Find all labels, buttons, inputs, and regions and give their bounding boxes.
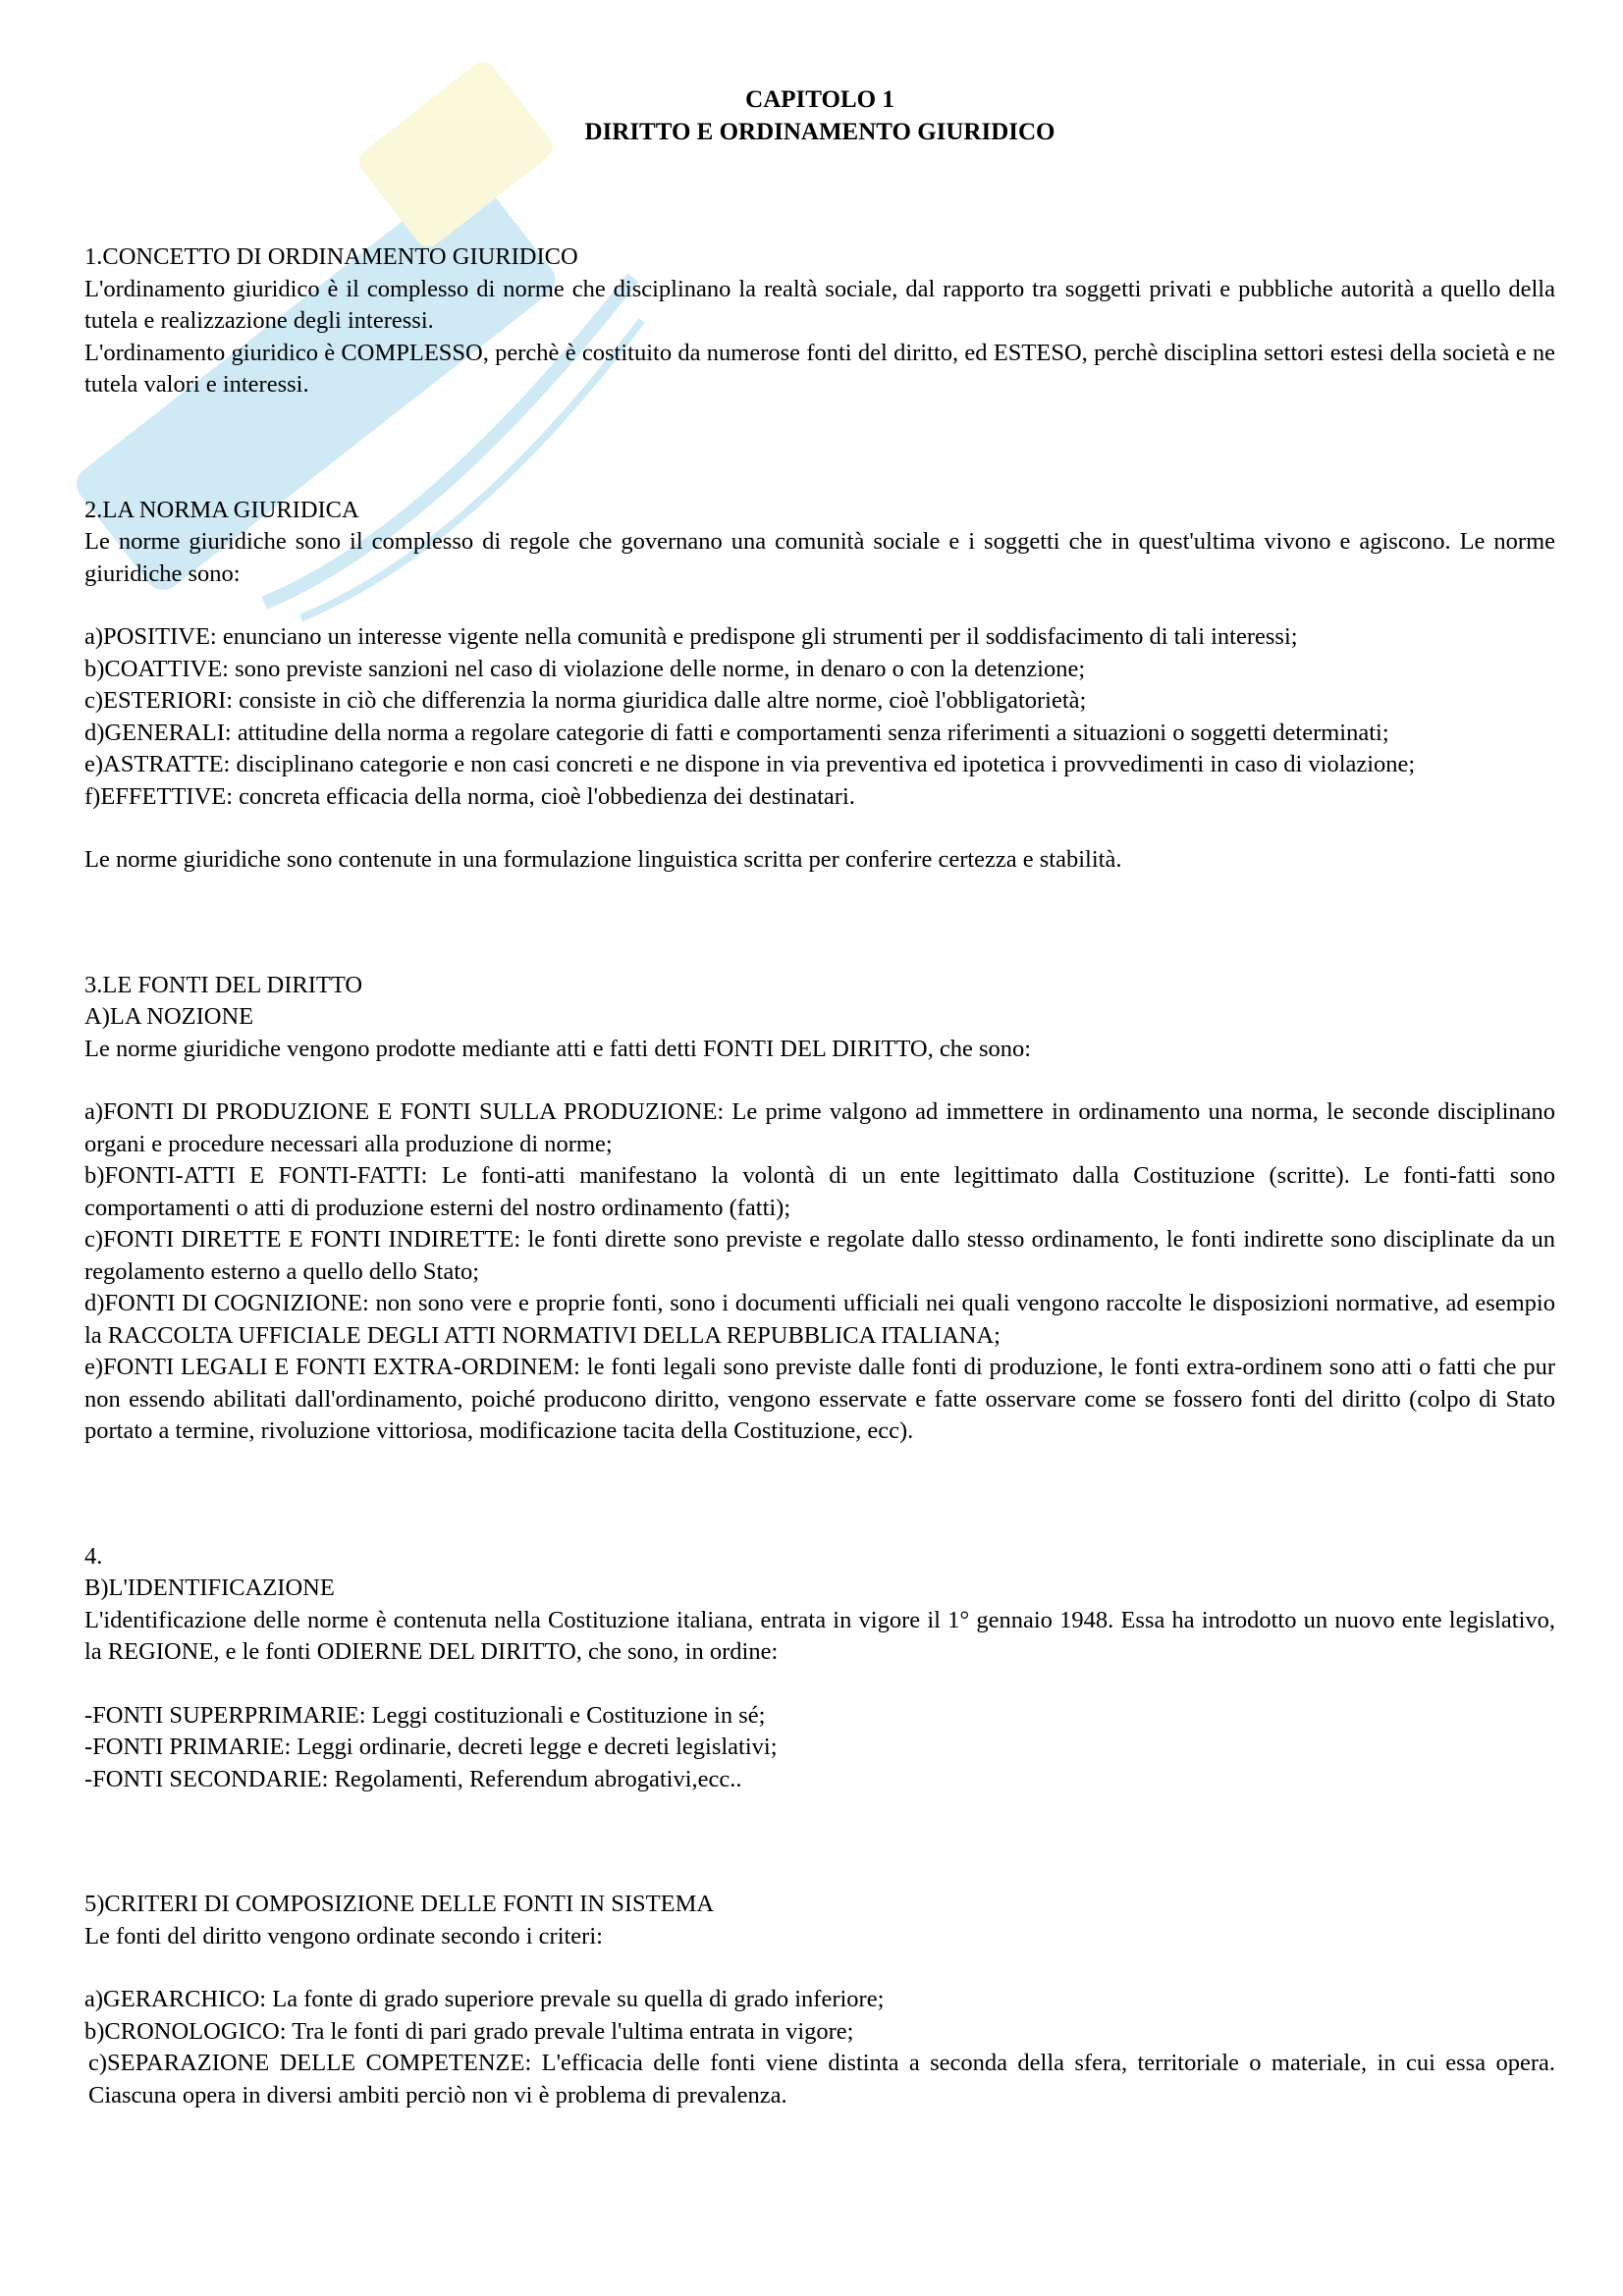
paragraph: Le norme giuridiche sono contenute in una formulazione linguistica scritta per conferire certezza e stabilità.	[84, 846, 1122, 873]
section-norma-giuridica	[84, 495, 1555, 877]
section-subheading: A)LA NOZIONE	[84, 1003, 254, 1030]
paragraph: Le fonti del diritto vengono ordinate secondo i criteri:	[84, 1922, 603, 1949]
list-item: a)POSITIVE: enunciano un interesse vigente nella comunità e predispone gli strumenti per il soddisfacimento di tali interessi;	[84, 623, 1298, 650]
list-item: -FONTI SUPERPRIMARIE: Leggi costituzionali e Costituzione in sé;	[84, 1701, 766, 1729]
norm-characteristics-list	[84, 621, 1555, 813]
list-item: e)ASTRATTE: disciplinano categorie e non casi concreti e ne dispone in via preventiva ed ipotetica i provvedimenti in caso di violazione;	[84, 751, 1416, 777]
section-ordinamento	[84, 241, 1555, 401]
list-item: c)ESTERIORI: consiste in ciò che differenzia la norma giuridica dalle altre norme, cioè l'obbligatorietà;	[84, 687, 1087, 714]
list-item: e)FONTI LEGALI E FONTI EXTRA-ORDINEM: le fonti legali sono previste dalle fonti di produzione, le fonti extra-ordinem sono atti o fatti che pur non essendo abilitati dall'ordinamento, poiché producono diritto, vengono esservate e fatte osservare come se fossero fonti del diritto (colpo di Stato portato a termine, rivoluzione vittoriosa, modificazione tacita della Costituzione, ecc).	[84, 1354, 1555, 1444]
list-item: d)FONTI DI COGNIZIONE: non sono vere e proprie fonti, sono i documenti ufficiali nei quali vengono raccolte le disposizioni normative, ad esempio la RACCOLTA UFFICIALE DEGLI ATTI NORMATIVI DELLA REPUBBLICA ITALIANA;	[84, 1290, 1555, 1349]
list-item: -FONTI PRIMARIE: Leggi ordinarie, decreti legge e decreti legislativi;	[84, 1734, 778, 1760]
document-body	[84, 84, 1555, 2111]
list-item: b)CRONOLOGICO: Tra le fonti di pari grado prevale l'ultima entrata in vigore;	[84, 2017, 854, 2045]
paragraph: L'identificazione delle norme è contenuta nella Costituzione italiana, entrata in vigore il 1° gennaio 1948. Essa ha introdotto un nuovo ente legislativo, la REGIONE, e le fonti ODIERNE DEL DIRITTO, che sono, in ordine:	[84, 1606, 1555, 1665]
section-subheading: B)L'IDENTIFICAZIONE	[84, 1575, 335, 1601]
list-item: d)GENERALI: attitudine della norma a regolare categorie di fatti e comportamenti senza riferimenti a situazioni o soggetti determinati;	[84, 719, 1389, 746]
section-criteri-composizione	[84, 1889, 1555, 2111]
paragraph: Le norme giuridiche sono il complesso di regole che governano una comunità sociale e i soggetti che in quest'ultima vivono e agiscono. Le norme giuridiche sono:	[84, 528, 1555, 587]
section-fonti-diritto	[84, 970, 1555, 1448]
paragraph: L'ordinamento giuridico è COMPLESSO, perchè è costituito da numerose fonti del diritto, ed ESTESO, perchè disciplina settori estesi della società e ne tutela valori e interessi.	[84, 339, 1555, 398]
paragraph: Le norme giuridiche vengono prodotte mediante atti e fatti detti FONTI DEL DIRITTO, che sono:	[84, 1035, 1032, 1062]
list-item: c)FONTI DIRETTE E FONTI INDIRETTE: le fonti dirette sono previste e regolate dallo stesso ordinamento, le fonti indirette sono disciplinate da un regolamento esterno a quello dello Stato;	[84, 1226, 1555, 1285]
list-item: -FONTI SECONDARIE: Regolamenti, Referendum abrogativi,ecc..	[84, 1765, 742, 1792]
chapter-number: CAPITOLO 1	[745, 86, 894, 113]
list-item: a)FONTI DI PRODUZIONE E FONTI SULLA PRODUZIONE: Le prime valgono ad immettere in ordinamento una norma, le seconde disciplinano organi e procedure necessari alla produzione di norme;	[84, 1098, 1555, 1157]
sources-types-list	[84, 1096, 1555, 1448]
sources-hierarchy-list	[84, 1700, 1555, 1796]
section-heading: 3.LE FONTI DEL DIRITTO	[84, 971, 363, 998]
chapter-title: DIRITTO E ORDINAMENTO GIURIDICO	[584, 118, 1055, 145]
section-heading: 5)CRITERI DI COMPOSIZIONE DELLE FONTI IN SISTEMA	[84, 1891, 715, 1917]
list-item: b)FONTI-ATTI E FONTI-FATTI: Le fonti-atti manifestano la volontà di un ente legittimato dalla Costituzione (scritte). Le fonti-fatti sono comportamenti o atti di produzione esterni del nostro ordinamento (fatti);	[84, 1162, 1555, 1221]
section-heading: 1.CONCETTO DI ORDINAMENTO GIURIDICO	[84, 243, 578, 270]
list-item: a)GERARCHICO: La fonte di grado superiore prevale su quella di grado inferiore;	[84, 1986, 885, 2012]
paragraph: L'ordinamento giuridico è il complesso di norme che disciplinano la realtà sociale, dal rapporto tra soggetti privati e pubbliche autorità a quello della tutela e realizzazione degli interessi.	[84, 275, 1555, 334]
section-heading: 2.LA NORMA GIURIDICA	[84, 496, 359, 523]
section-identificazione	[84, 1541, 1555, 1796]
list-item: b)COATTIVE: sono previste sanzioni nel caso di violazione delle norme, in denaro o con la detenzione;	[84, 655, 1086, 682]
section-number: 4.	[84, 1542, 103, 1570]
list-item: f)EFFETTIVE: concreta efficacia della norma, cioè l'obbedienza dei destinatari.	[84, 782, 855, 810]
criteria-list	[84, 1984, 1555, 2111]
list-item: c)SEPARAZIONE DELLE COMPETENZE: L'efficacia delle fonti viene distinta a seconda della sfera, territoriale o materiale, in cui essa opera. Ciascuna opera in diversi ambiti perciò non vi è problema di prevalenza.	[88, 2050, 1555, 2109]
